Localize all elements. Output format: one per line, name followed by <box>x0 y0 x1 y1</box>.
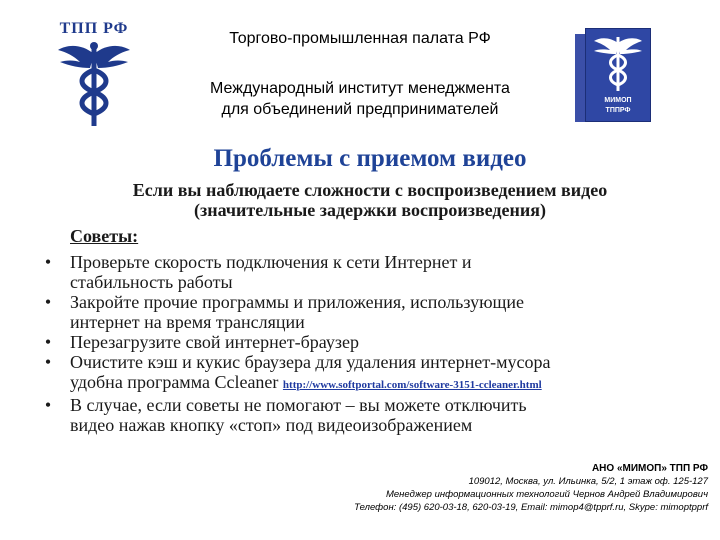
bullet: • <box>44 352 52 372</box>
list-item <box>44 252 710 292</box>
bullet: • <box>44 252 52 272</box>
footer-org: АНО «МИМОП» ТПП РФ <box>591 463 708 474</box>
bullet: • <box>44 292 52 312</box>
tip-line: В случае, если советы не помогают – вы можете отключить <box>70 395 527 415</box>
book-cover <box>585 28 651 122</box>
ccleaner-link[interactable]: http://www.softportal.com/software-3151-ccleaner.html <box>282 379 542 391</box>
institute-name-line2: для объединений предпринимателей <box>221 101 499 118</box>
lead-line1: Если вы наблюдаете сложности с воспроизведением видео <box>132 180 608 200</box>
institute-name <box>160 78 560 120</box>
tpp-logo-text: ТПП РФ <box>59 20 129 37</box>
tip-line: Проверьте скорость подключения к сети Интернет и <box>70 252 472 272</box>
book-label-1: МИМОП <box>604 97 632 104</box>
tips-heading: Советы: <box>70 226 139 246</box>
tpp-logo <box>54 20 134 130</box>
tip-line: Закройте прочие программы и приложения, использующие <box>70 292 524 312</box>
list-item <box>44 352 710 395</box>
bullet: • <box>44 332 52 352</box>
caduceus-icon <box>586 33 650 93</box>
mimop-book-logo <box>575 28 655 124</box>
tip-text: удобна программа Ccleaner <box>70 372 279 392</box>
lead-text <box>70 180 670 220</box>
list-item <box>44 292 710 332</box>
page-title: Проблемы с приемом видео <box>213 145 527 172</box>
footer-address: 109012, Москва, ул. Ильинка, 5/2, 1 этаж оф. 125-127 <box>468 476 708 487</box>
tip-line: видео нажав кнопку «стоп» под видеоизображением <box>70 415 473 435</box>
footer-manager: Менеджер информационных технологий Чернов Андрей Владимирович <box>385 489 708 500</box>
tip-line: стабильность работы <box>70 272 233 292</box>
tips-list <box>44 252 710 435</box>
bullet: • <box>44 395 52 415</box>
tip-line: Перезагрузите свой интернет-браузер <box>70 332 359 352</box>
list-item <box>44 332 710 352</box>
chamber-name: Торгово-промышленная палата РФ <box>229 30 491 47</box>
footer-contacts: Телефон: (495) 620-03-18, 620-03-19, Email: mimop4@tpprf.ru, Skype: mimoptpprf <box>354 502 708 513</box>
lead-line2: (значительные задержки воспроизведения) <box>193 200 546 220</box>
tip-line: Очистите кэш и кукис браузера для удаления интернет-мусора <box>70 352 551 372</box>
contact-footer <box>188 462 708 514</box>
tip-line-with-link <box>70 372 710 395</box>
list-item <box>44 395 710 435</box>
institute-name-line1: Международный институт менеджмента <box>210 80 510 97</box>
book-label-2: ТППРФ <box>605 107 631 114</box>
caduceus-icon <box>54 40 134 130</box>
tip-line: интернет на время трансляции <box>70 312 305 332</box>
